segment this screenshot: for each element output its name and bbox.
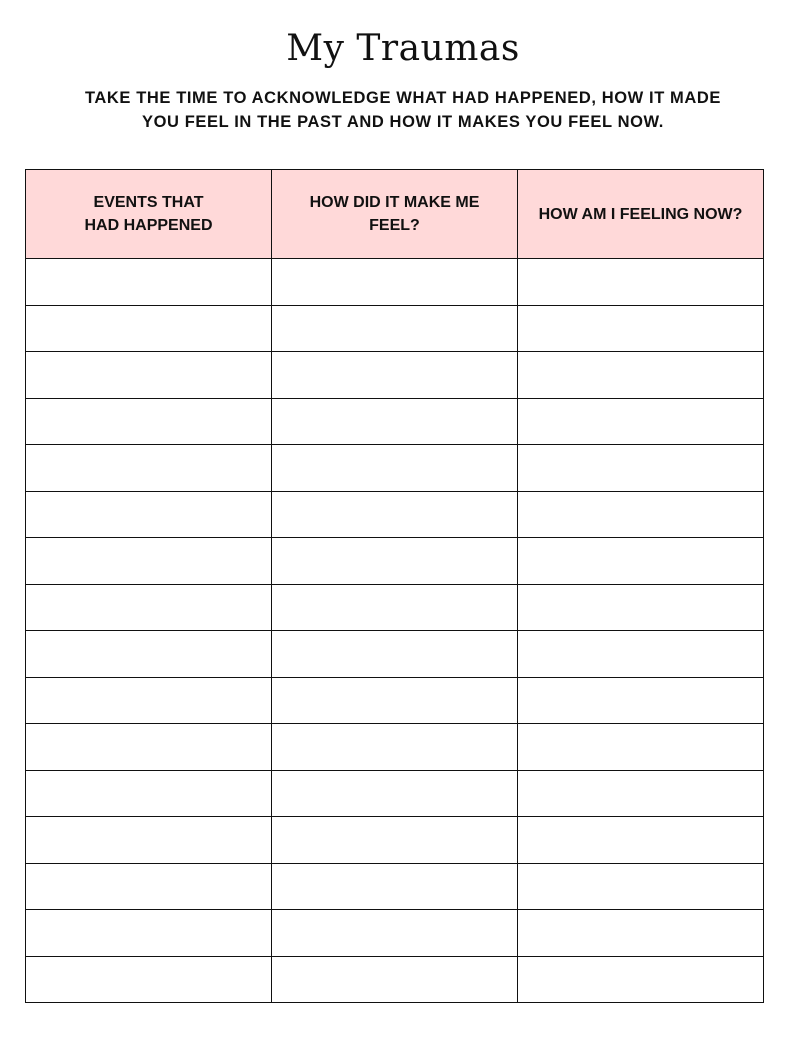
- current-feeling-cell[interactable]: [518, 538, 764, 585]
- column-header-events: [26, 170, 272, 259]
- past-feeling-cell[interactable]: [272, 817, 518, 864]
- table-row: [26, 584, 764, 631]
- past-feeling-cell[interactable]: [272, 863, 518, 910]
- current-feeling-cell[interactable]: [518, 259, 764, 306]
- table-row: [26, 259, 764, 306]
- event-cell[interactable]: [26, 677, 272, 724]
- column-header-events-line-1: EVENTS THAT: [93, 194, 204, 211]
- event-cell[interactable]: [26, 352, 272, 399]
- table-row: [26, 724, 764, 771]
- current-feeling-cell[interactable]: [518, 445, 764, 492]
- column-header-current-feeling: [518, 170, 764, 259]
- current-feeling-cell[interactable]: [518, 631, 764, 678]
- column-header-past-feeling-line-2: FEEL?: [369, 217, 420, 234]
- event-cell[interactable]: [26, 863, 272, 910]
- past-feeling-cell[interactable]: [272, 398, 518, 445]
- table-row: [26, 352, 764, 399]
- current-feeling-cell[interactable]: [518, 584, 764, 631]
- current-feeling-cell[interactable]: [518, 352, 764, 399]
- column-header-current-feeling-line-1: HOW AM I FEELING NOW?: [538, 205, 743, 223]
- table-row: [26, 817, 764, 864]
- current-feeling-cell[interactable]: [518, 770, 764, 817]
- event-cell[interactable]: [26, 491, 272, 538]
- trauma-table: [25, 169, 764, 1003]
- event-cell[interactable]: [26, 770, 272, 817]
- table-row: [26, 491, 764, 538]
- past-feeling-cell[interactable]: [272, 584, 518, 631]
- current-feeling-cell[interactable]: [518, 817, 764, 864]
- table-body: [26, 259, 764, 1003]
- past-feeling-cell[interactable]: [272, 352, 518, 399]
- table-row: [26, 863, 764, 910]
- table-header-row: [26, 170, 764, 259]
- table-row: [26, 910, 764, 957]
- current-feeling-cell[interactable]: [518, 305, 764, 352]
- current-feeling-cell[interactable]: [518, 863, 764, 910]
- current-feeling-cell[interactable]: [518, 910, 764, 957]
- instructions-line-2: YOU FEEL IN THE PAST AND HOW IT MAKES YOU FEEL NOW.: [142, 113, 664, 131]
- event-cell[interactable]: [26, 631, 272, 678]
- current-feeling-cell[interactable]: [518, 724, 764, 771]
- past-feeling-cell[interactable]: [272, 305, 518, 352]
- event-cell[interactable]: [26, 305, 272, 352]
- page-instructions: [40, 86, 766, 134]
- past-feeling-cell[interactable]: [272, 445, 518, 492]
- event-cell[interactable]: [26, 910, 272, 957]
- past-feeling-cell[interactable]: [272, 491, 518, 538]
- column-header-past-feeling: [272, 170, 518, 259]
- past-feeling-cell[interactable]: [272, 910, 518, 957]
- column-header-past-feeling-line-1: HOW DID IT MAKE ME: [309, 194, 480, 211]
- current-feeling-cell[interactable]: [518, 491, 764, 538]
- past-feeling-cell[interactable]: [272, 538, 518, 585]
- event-cell[interactable]: [26, 445, 272, 492]
- past-feeling-cell[interactable]: [272, 631, 518, 678]
- past-feeling-cell[interactable]: [272, 724, 518, 771]
- past-feeling-cell[interactable]: [272, 259, 518, 306]
- table-row: [26, 956, 764, 1003]
- event-cell[interactable]: [26, 259, 272, 306]
- event-cell[interactable]: [26, 724, 272, 771]
- table-row: [26, 631, 764, 678]
- event-cell[interactable]: [26, 398, 272, 445]
- past-feeling-cell[interactable]: [272, 956, 518, 1003]
- column-header-events-line-2: HAD HAPPENED: [84, 217, 213, 234]
- current-feeling-cell[interactable]: [518, 677, 764, 724]
- event-cell[interactable]: [26, 817, 272, 864]
- table-row: [26, 538, 764, 585]
- current-feeling-cell[interactable]: [518, 956, 764, 1003]
- event-cell[interactable]: [26, 538, 272, 585]
- past-feeling-cell[interactable]: [272, 677, 518, 724]
- table-row: [26, 770, 764, 817]
- table-row: [26, 305, 764, 352]
- table-row: [26, 398, 764, 445]
- current-feeling-cell[interactable]: [518, 398, 764, 445]
- table-row: [26, 677, 764, 724]
- instructions-line-1: TAKE THE TIME TO ACKNOWLEDGE WHAT HAD HAPPENED, HOW IT MADE: [84, 89, 722, 107]
- event-cell[interactable]: [26, 956, 272, 1003]
- page-title: My Traumas: [286, 28, 520, 69]
- table-row: [26, 445, 764, 492]
- past-feeling-cell[interactable]: [272, 770, 518, 817]
- event-cell[interactable]: [26, 584, 272, 631]
